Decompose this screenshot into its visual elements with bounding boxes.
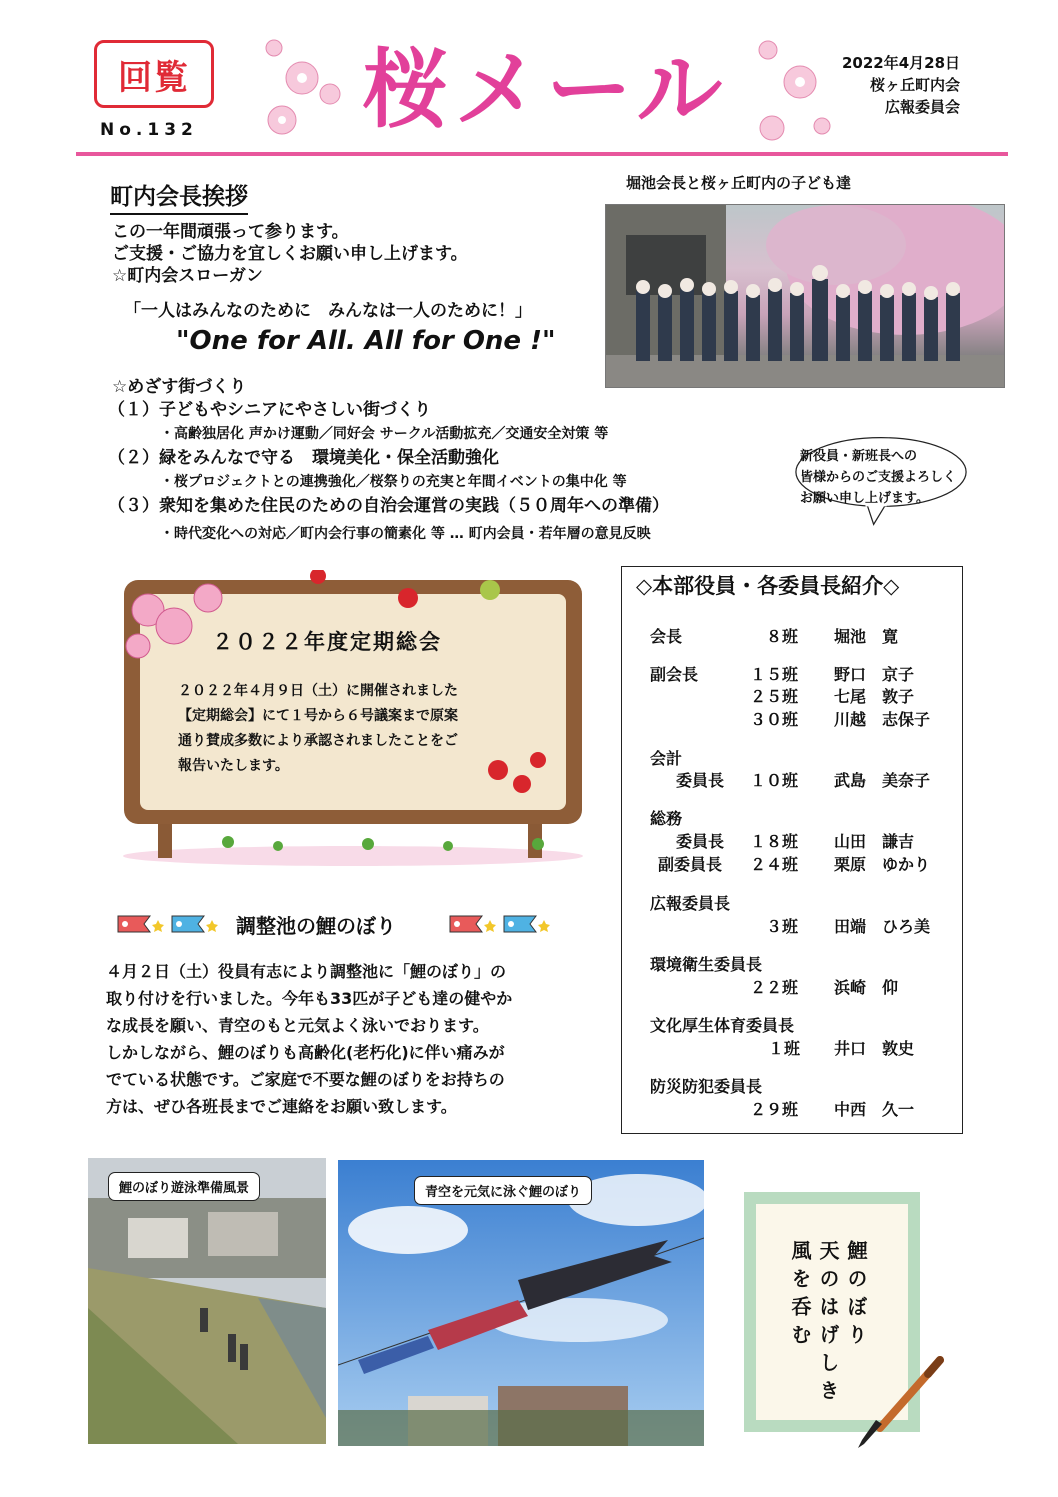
koinobori-icon [448,912,560,936]
slogan-japanese: 「一人はみんなのために みんなは一人のために！」 [124,301,532,321]
officer-role: 委員長 [676,771,725,790]
officer-role: 防災防犯委員長 [650,1077,763,1096]
officer-han: １班 [768,1039,801,1058]
sakura-decoration-right [748,36,838,146]
issue-date: 2022年4月28日 [842,54,961,72]
goal-detail: ・時代変化への対応／町内会行事の簡素化 等 … 町内会員・若年層の意見反映 [160,526,651,542]
koinobori-title: 調整池の鯉のぼり [236,914,396,938]
meeting-line: 【定期総会】にて１号から６号議案まで原案 [178,708,458,724]
koinobori-line: しかしながら、鯉のぼりも高齢化(老朽化)に伴い痛みが [106,1043,505,1062]
koinobori-line: 方は、ぜひ各班長までご連絡をお願い致します。 [106,1097,457,1116]
officer-name: 武島 美奈子 [834,771,931,790]
goal-item: （３）衆知を集めた住民のための自治会運営の実践（５０周年への準備） [108,496,669,516]
photo-caption: 堀池会長と桜ヶ丘町内の子ども達 [626,174,852,192]
goal-item: （２）緑をみんなで守る 環境美化・保全活動強化 [108,448,499,468]
koinobori-line: ４月２日（土）役員有志により調整池に「鯉のぼり」の [106,962,507,981]
officer-han: ３班 [766,917,799,936]
masthead-title: 桜メール [362,40,729,140]
officer-role: 副委員長 [658,855,723,874]
organization: 桜ヶ丘町内会 [870,76,961,94]
officers-title: ◇本部役員・各委員長紹介◇ [636,574,900,598]
bubble-line: お願い申し上げます。 [800,491,929,506]
officer-han: １０班 [750,771,799,790]
officer-name: 野口 京子 [834,665,915,684]
meeting-body [178,679,530,779]
officer-han: １５班 [750,665,799,684]
koinobori-icon [116,912,228,936]
officer-han: ２９班 [750,1100,799,1119]
officer-name: 七尾 敦子 [834,687,915,706]
issue-number: No.132 [100,120,198,140]
officer-name: 田端 ひろ美 [834,917,931,936]
sakura-decoration-left [252,34,352,144]
haiku-line-2: 天のはげしき [816,1240,840,1408]
photo-caption-left: 鯉のぼり遊泳準備風景 [108,1172,260,1201]
goal-item: （１）子どもやシニアにやさしい街づくり [108,400,431,420]
speech-bubble-text [800,446,956,509]
officer-role: 総務 [650,809,683,828]
header-info [842,52,960,118]
slogan-english: "One for All. All for One !" [176,326,556,356]
officer-role: 広報委員長 [650,894,731,913]
kairan-badge: 回覧 [94,40,214,108]
goal-detail: ・高齢独居化 声かけ運動／同好会 サークル活動拡充／交通安全対策 等 [160,426,609,442]
haiku-line-3: 風を呑む [788,1240,812,1352]
officer-role: 文化厚生体育委員長 [650,1016,795,1035]
meeting-line: 報告いたします。 [178,758,289,774]
officer-name: 山田 謙吉 [834,832,915,851]
header-divider [76,152,1008,156]
committee: 広報委員会 [885,98,961,116]
greeting-title: 町内会長挨拶 [110,178,248,215]
koinobori-body [106,958,576,1120]
koinobori-line: 取り付けを行いました。今年も33匹が子ども達の健やか [106,989,513,1008]
officer-name: 浜崎 仰 [834,978,899,997]
group-photo-illustration [606,205,1004,387]
bubble-line: 皆様からのご支援よろしく [800,470,957,485]
officer-han: ２２班 [750,978,799,997]
officer-role: 副会長 [650,665,699,684]
greeting-line: この一年間頑張って参ります。 [112,222,349,242]
officer-role: 環境衛生委員長 [650,955,763,974]
goals-heading: ☆めざす街づくり [112,377,247,397]
group-photo [605,204,1005,388]
officer-name: 中西 久一 [834,1100,915,1119]
koinobori-line: でている状態です。ご家庭で不要な鯉のぼりをお持ちの [106,1070,505,1089]
greeting-line: ご支援・ご協力を宜しくお願い申し上げます。 [112,244,468,264]
haiku-line-1: 鯉のぼり [844,1240,868,1352]
bubble-line: 新役員・新班長への [800,449,918,464]
officer-role: 会計 [650,749,683,768]
meeting-line: ２０２２年４月９日（土）に開催されました [178,683,458,699]
photo-caption-right: 青空を元気に泳ぐ鯉のぼり [414,1176,592,1205]
meeting-title: ２０２２年度定期総会 [212,630,442,654]
officer-name: 堀池 寛 [834,627,899,646]
greeting-line: ☆町内会スローガン [112,266,263,286]
officer-han: ２５班 [750,687,799,706]
officer-name: 栗原 ゆかり [834,855,931,874]
goal-detail: ・桜プロジェクトとの連携強化／桜祭りの充実と年間イベントの集中化 等 [160,474,627,490]
officer-han: ２４班 [750,855,799,874]
officer-name: 井口 敦史 [834,1039,915,1058]
officer-role: 会長 [650,627,683,646]
meeting-line: 通り賛成多数により承認されましたことをご [178,733,458,749]
officer-han: ８班 [766,627,799,646]
officer-han: ３０班 [750,710,799,729]
koinobori-line: な成長を願い、青空のもと元気よく泳いでおります。 [106,1016,489,1035]
officer-name: 川越 志保子 [834,710,931,729]
officer-han: １８班 [750,832,799,851]
brush-icon [848,1352,948,1452]
officer-role: 委員長 [676,832,725,851]
